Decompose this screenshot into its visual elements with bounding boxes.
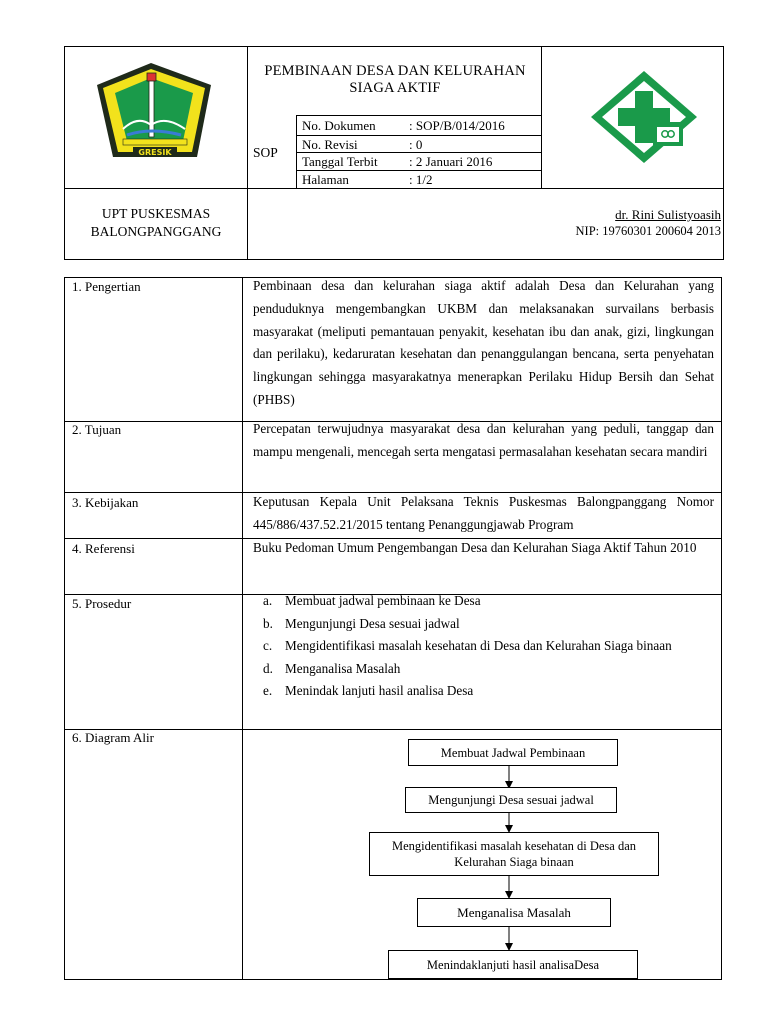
- item-marker: c.: [263, 638, 273, 654]
- flow-step-3: Mengidentifikasi masalah kesehatan di Desa dan Kelurahan Siaga binaan: [369, 832, 659, 876]
- prosedur-item: [263, 613, 713, 636]
- label-prosedur: 5. Prosedur: [72, 596, 132, 611]
- org-line-1: UPT PUSKESMAS: [101, 206, 211, 221]
- item-text: Menganalisa Masalah: [285, 660, 401, 676]
- gresik-emblem-logo: [93, 59, 217, 173]
- document-header: [64, 46, 724, 260]
- prosedur-item: [263, 590, 713, 613]
- logo-gresik-text: GRESIK: [138, 148, 172, 157]
- flow-diagram: [243, 733, 721, 979]
- org-line-2: BALONGPANGGANG: [90, 224, 222, 239]
- item-marker: d.: [263, 660, 273, 676]
- item-text: Mengunjungi Desa sesuai jadwal: [285, 615, 460, 631]
- label-pengertian: 1. Pengertian: [72, 279, 141, 294]
- meta-key: Tanggal Terbit: [302, 154, 378, 169]
- meta-key: No. Dokumen: [302, 118, 376, 133]
- flow-step-5: Menindaklanjuti hasil analisaDesa: [388, 950, 638, 979]
- meta-halaman: [296, 171, 527, 188]
- meta-tanggal-terbit: [296, 153, 527, 170]
- label-kebijakan: 3. Kebijakan: [72, 495, 139, 510]
- sop-label: SOP: [253, 145, 278, 160]
- meta-value: : 0: [409, 137, 423, 152]
- label-tujuan: 2. Tujuan: [72, 422, 122, 437]
- document-title: [248, 63, 542, 97]
- signer-nip: NIP: 19760301 200604 2013: [575, 224, 721, 238]
- meta-value: : 1/2: [409, 172, 433, 187]
- flow-step-1: Membuat Jadwal Pembinaan: [408, 739, 618, 766]
- item-marker: a.: [263, 593, 273, 608]
- title-line-2: SIAGA AKTIF: [349, 80, 441, 96]
- text-pengertian: Pembinaan desa dan kelurahan siaga aktif adalah Desa dan Kelurahan yang penduduknya mengembangkan UKBM dan melaksanakan survailans berbasis masyarakat (meliputi pemantauan penyakit, kesehatan ibu dan anak, gizi, lingkungan dan perilaku), kedaruratan kesehatan dan penanggulangan bencana, serta penyehatan lingkungan sehingga masyarakatnya menerapkan Perilaku Hidup Bersih dan Sehat (PHBS): [253, 278, 714, 407]
- organization-name: [65, 205, 247, 241]
- meta-key: Halaman: [302, 172, 349, 187]
- meta-no-dokumen: [296, 117, 527, 134]
- prosedur-item: [263, 680, 713, 703]
- text-referensi: Buku Pedoman Umum Pengembangan Desa dan Kelurahan Siaga Aktif Tahun 2010: [253, 540, 697, 555]
- signature-block: [491, 207, 727, 239]
- prosedur-item: [263, 658, 713, 681]
- item-text: Menindak lanjuti hasil analisa Desa: [285, 683, 474, 699]
- meta-value: : SOP/B/014/2016: [409, 118, 505, 133]
- meta-no-revisi: [296, 136, 527, 153]
- meta-value: : 2 Januari 2016: [409, 154, 493, 169]
- text-kebijakan: Keputusan Kepala Unit Pelaksana Teknis Puskesmas Balongpanggang Nomor 445/886/437.52.21/2015 tentang Penanggungjawab Program: [253, 494, 714, 532]
- sop-content-table: [64, 277, 722, 980]
- text-tujuan: Percepatan terwujudnya masyarakat desa dan kelurahan yang peduli, tanggap dan mampu mengenali, mencegah serta mengatasi permasalahan kesehatan secara mandiri: [253, 421, 714, 459]
- item-text: Membuat jadwal pembinaan ke Desa: [285, 593, 481, 608]
- prosedur-list: [263, 590, 713, 703]
- flow-step-2: Mengunjungi Desa sesuai jadwal: [405, 787, 617, 813]
- puskesmas-logo: [585, 67, 703, 167]
- label-referensi: 4. Referensi: [72, 541, 135, 556]
- meta-key: No. Revisi: [302, 137, 358, 152]
- prosedur-item: [263, 635, 713, 658]
- item-text: Mengidentifikasi masalah kesehatan di Desa dan Kelurahan Siaga binaan: [285, 638, 672, 654]
- item-marker: e.: [263, 683, 273, 699]
- item-marker: b.: [263, 615, 273, 631]
- label-diagram-alir: 6. Diagram Alir: [72, 730, 154, 745]
- flow-step-4: Menganalisa Masalah: [417, 898, 611, 927]
- title-line-1: PEMBINAAN DESA DAN KELURAHAN: [264, 63, 526, 79]
- signer-name: dr. Rini Sulistyoasih: [615, 207, 721, 222]
